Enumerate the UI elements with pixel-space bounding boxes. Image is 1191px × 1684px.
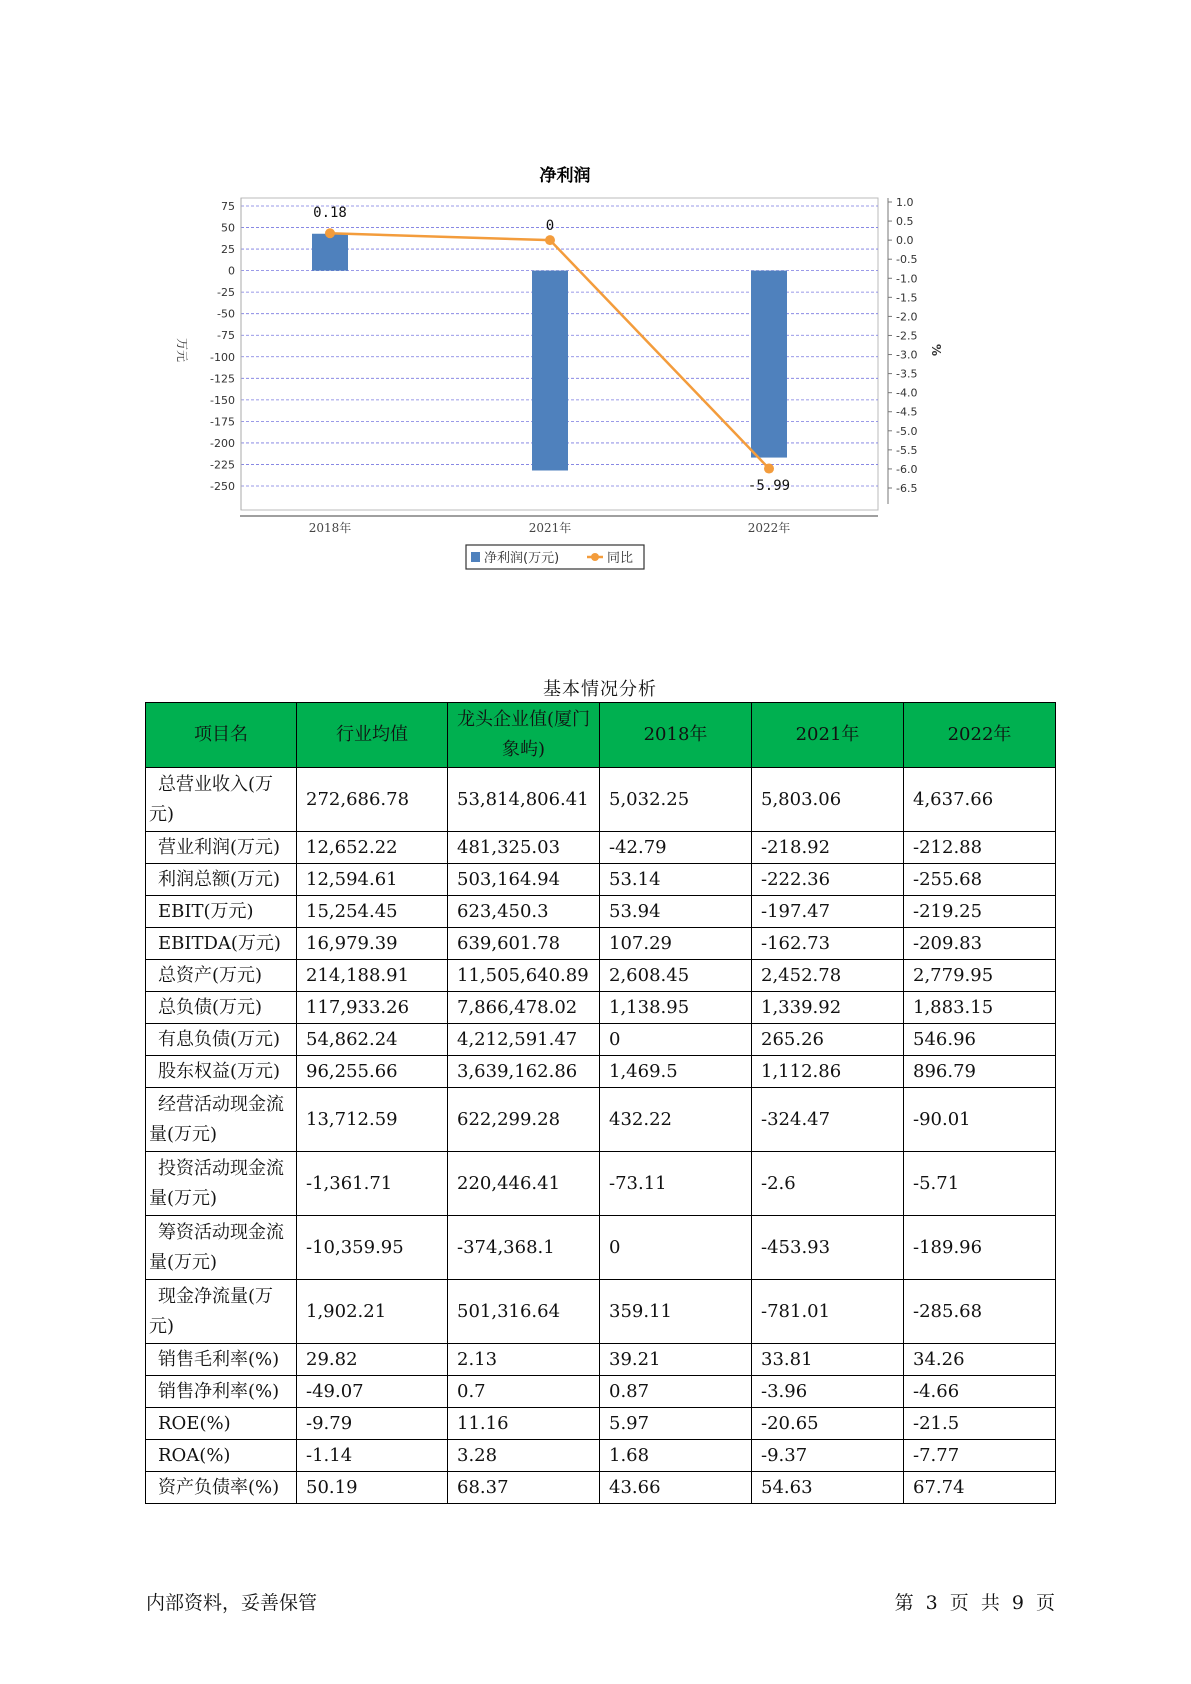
table-row — [146, 1472, 1056, 1504]
row-value-cell: -1.14 — [297, 1440, 448, 1472]
y-left-tick-label: -50 — [217, 307, 235, 321]
row-value-cell: 5,803.06 — [752, 768, 904, 832]
row-value-cell: -5.71 — [904, 1152, 1056, 1216]
row-value-cell: -1,361.71 — [297, 1152, 448, 1216]
y-right-tick-label: -6.0 — [896, 462, 918, 476]
row-value-cell: 2,452.78 — [752, 960, 904, 992]
row-value-cell: 1,469.5 — [600, 1056, 752, 1088]
footer-confidential-note: 内部资料，妥善保管 — [146, 1592, 318, 1614]
row-value-cell: 0 — [600, 1024, 752, 1056]
y-left-tick-label: 0 — [228, 264, 235, 278]
y-left-tick-label: -100 — [210, 350, 235, 364]
row-value-cell: 16,979.39 — [297, 928, 448, 960]
row-value-cell: 11,505,640.89 — [448, 960, 600, 992]
row-value-cell: 265.26 — [752, 1024, 904, 1056]
row-value-cell: -189.96 — [904, 1216, 1056, 1280]
row-value-cell: 53,814,806.41 — [448, 768, 600, 832]
y-left-tick-label: -175 — [210, 415, 235, 429]
footer-page-number: 第 3 页 共 9 页 — [894, 1592, 1055, 1614]
row-value-cell: 3,639,162.86 — [448, 1056, 600, 1088]
row-value-cell: 43.66 — [600, 1472, 752, 1504]
row-item-name: 总资产(万元) — [146, 960, 297, 992]
row-value-cell: 5,032.25 — [600, 768, 752, 832]
row-value-cell: 67.74 — [904, 1472, 1056, 1504]
row-value-cell: 0.87 — [600, 1376, 752, 1408]
row-item-name: 销售毛利率(%) — [146, 1344, 297, 1376]
legend-bar-swatch — [471, 552, 480, 562]
legend-line-label: 同比 — [607, 551, 634, 566]
row-value-cell: -21.5 — [904, 1408, 1056, 1440]
row-value-cell: 1,883.15 — [904, 992, 1056, 1024]
row-value-cell: -197.47 — [752, 896, 904, 928]
row-value-cell: 50.19 — [297, 1472, 448, 1504]
row-value-cell: -209.83 — [904, 928, 1056, 960]
row-value-cell: 501,316.64 — [448, 1280, 600, 1344]
row-value-cell: 12,594.61 — [297, 864, 448, 896]
row-item-name: ROA(%) — [146, 1440, 297, 1472]
row-value-cell: 7,866,478.02 — [448, 992, 600, 1024]
row-value-cell: 1,902.21 — [297, 1280, 448, 1344]
row-value-cell: -3.96 — [752, 1376, 904, 1408]
net-profit-bar — [532, 271, 568, 471]
y-left-tick-label: -150 — [210, 393, 235, 407]
row-value-cell: 214,188.91 — [297, 960, 448, 992]
row-item-name: 现金净流量(万元) — [146, 1280, 297, 1344]
table-row — [146, 1216, 1056, 1280]
row-value-cell: 54,862.24 — [297, 1024, 448, 1056]
legend-bar-label: 净利润(万元) — [484, 551, 560, 566]
y-right-tick-label: -5.0 — [896, 424, 918, 438]
row-value-cell: 359.11 — [600, 1280, 752, 1344]
table-row — [146, 1376, 1056, 1408]
row-value-cell: 1,339.92 — [752, 992, 904, 1024]
row-value-cell: 117,933.26 — [297, 992, 448, 1024]
header-leader-value: 龙头企业值(厦门象屿) — [448, 703, 600, 768]
y-right-tick-label: 0.5 — [896, 215, 914, 229]
table-row — [146, 1440, 1056, 1472]
row-value-cell: 503,164.94 — [448, 864, 600, 896]
header-2018: 2018年 — [600, 703, 752, 768]
row-value-cell: 272,686.78 — [297, 768, 448, 832]
row-value-cell: -42.79 — [600, 832, 752, 864]
y-right-tick-label: -0.5 — [896, 253, 918, 267]
row-value-cell: 0.7 — [448, 1376, 600, 1408]
row-value-cell: -218.92 — [752, 832, 904, 864]
y-right-tick-label: -3.0 — [896, 348, 918, 362]
row-value-cell: 4,637.66 — [904, 768, 1056, 832]
row-item-name: 投资活动现金流量(万元) — [146, 1152, 297, 1216]
row-value-cell: 2,779.95 — [904, 960, 1056, 992]
header-item-name: 项目名 — [146, 703, 297, 768]
row-value-cell: -9.79 — [297, 1408, 448, 1440]
row-value-cell: -2.6 — [752, 1152, 904, 1216]
table-row — [146, 1088, 1056, 1152]
row-value-cell: -255.68 — [904, 864, 1056, 896]
table-row — [146, 768, 1056, 832]
row-value-cell: -9.37 — [752, 1440, 904, 1472]
y-left-tick-label: -125 — [210, 372, 235, 386]
y-right-tick-label: -4.5 — [896, 405, 918, 419]
row-value-cell: 639,601.78 — [448, 928, 600, 960]
table-row — [146, 1056, 1056, 1088]
row-value-cell: 481,325.03 — [448, 832, 600, 864]
y-right-tick-label: -5.5 — [896, 443, 918, 457]
table-row — [146, 928, 1056, 960]
row-value-cell: 432.22 — [600, 1088, 752, 1152]
row-value-cell: 68.37 — [448, 1472, 600, 1504]
row-value-cell: -374,368.1 — [448, 1216, 600, 1280]
y-right-tick-label: -1.0 — [896, 272, 918, 286]
row-value-cell: -212.88 — [904, 832, 1056, 864]
row-value-cell: -453.93 — [752, 1216, 904, 1280]
row-item-name: 有息负债(万元) — [146, 1024, 297, 1056]
row-value-cell: -324.47 — [752, 1088, 904, 1152]
row-value-cell: 1,138.95 — [600, 992, 752, 1024]
yoy-data-label: 0.18 — [313, 205, 347, 221]
row-value-cell: 4,212,591.47 — [448, 1024, 600, 1056]
header-2021: 2021年 — [752, 703, 904, 768]
row-value-cell: -7.77 — [904, 1440, 1056, 1472]
table-row — [146, 896, 1056, 928]
row-value-cell: 12,652.22 — [297, 832, 448, 864]
table-row — [146, 1344, 1056, 1376]
row-value-cell: -73.11 — [600, 1152, 752, 1216]
y-right-tick-label: 1.0 — [896, 196, 914, 209]
table-row — [146, 832, 1056, 864]
row-value-cell: 5.97 — [600, 1408, 752, 1440]
row-value-cell: -90.01 — [904, 1088, 1056, 1152]
row-value-cell: 96,255.66 — [297, 1056, 448, 1088]
row-value-cell: 53.94 — [600, 896, 752, 928]
x-tick-label: 2018年 — [308, 521, 352, 535]
y-left-tick-label: -250 — [210, 480, 235, 493]
row-value-cell: 11.16 — [448, 1408, 600, 1440]
x-tick-label: 2022年 — [747, 521, 791, 535]
table-row — [146, 1152, 1056, 1216]
y-left-tick-label: 25 — [221, 243, 235, 257]
yoy-data-label: -5.99 — [747, 478, 791, 494]
row-value-cell: 15,254.45 — [297, 896, 448, 928]
row-value-cell: 546.96 — [904, 1024, 1056, 1056]
row-value-cell: -285.68 — [904, 1280, 1056, 1344]
table-title: 基本情况分析 — [543, 679, 657, 700]
chart-title: 净利润 — [539, 166, 591, 186]
row-item-name: 营业利润(万元) — [146, 832, 297, 864]
y-right-tick-label: -1.5 — [896, 291, 918, 305]
y-right-tick-label: -2.0 — [896, 310, 918, 324]
row-item-name: 股东权益(万元) — [146, 1056, 297, 1088]
net-profit-bar — [751, 271, 787, 458]
y-left-tick-label: 75 — [221, 200, 235, 213]
row-value-cell: -10,359.95 — [297, 1216, 448, 1280]
row-value-cell: -162.73 — [752, 928, 904, 960]
yoy-point — [325, 228, 335, 238]
row-value-cell: 34.26 — [904, 1344, 1056, 1376]
row-value-cell: 54.63 — [752, 1472, 904, 1504]
table-header-row — [146, 703, 1056, 768]
row-item-name: 总负债(万元) — [146, 992, 297, 1024]
yoy-point — [545, 235, 555, 245]
x-tick-label: 2021年 — [528, 521, 572, 535]
y-right-tick-label: -3.5 — [896, 367, 918, 381]
row-value-cell: 29.82 — [297, 1344, 448, 1376]
yoy-point — [764, 464, 774, 474]
row-value-cell: 220,446.41 — [448, 1152, 600, 1216]
y-right-tick-label: 0.0 — [896, 234, 914, 248]
row-item-name: 销售净利率(%) — [146, 1376, 297, 1408]
row-item-name: 资产负债率(%) — [146, 1472, 297, 1504]
y-left-tick-label: -75 — [217, 329, 235, 343]
row-value-cell: 1.68 — [600, 1440, 752, 1472]
row-value-cell: 39.21 — [600, 1344, 752, 1376]
row-item-name: 总营业收入(万元) — [146, 768, 297, 832]
row-value-cell: -4.66 — [904, 1376, 1056, 1408]
row-value-cell: 2.13 — [448, 1344, 600, 1376]
row-item-name: 经营活动现金流量(万元) — [146, 1088, 297, 1152]
net-profit-bar — [312, 234, 348, 271]
table-row — [146, 864, 1056, 896]
y-left-tick-label: -25 — [217, 286, 235, 300]
legend-line-marker — [591, 553, 599, 561]
net-profit-chart — [150, 160, 1050, 630]
header-2022: 2022年 — [904, 703, 1056, 768]
row-item-name: EBIT(万元) — [146, 896, 297, 928]
row-item-name: EBITDA(万元) — [146, 928, 297, 960]
table-row — [146, 960, 1056, 992]
row-item-name: ROE(%) — [146, 1408, 297, 1440]
row-value-cell: 896.79 — [904, 1056, 1056, 1088]
y-right-tick-label: -4.0 — [896, 386, 918, 400]
row-item-name: 利润总额(万元) — [146, 864, 297, 896]
y-right-tick-label: -6.5 — [896, 482, 918, 495]
header-industry-avg: 行业均值 — [297, 703, 448, 768]
row-value-cell: 13,712.59 — [297, 1088, 448, 1152]
y-right-tick-label: -2.5 — [896, 329, 918, 343]
row-value-cell: -222.36 — [752, 864, 904, 896]
table-row — [146, 1024, 1056, 1056]
row-value-cell: 53.14 — [600, 864, 752, 896]
row-value-cell: 2,608.45 — [600, 960, 752, 992]
table-row — [146, 1408, 1056, 1440]
row-value-cell: 0 — [600, 1216, 752, 1280]
row-value-cell: 33.81 — [752, 1344, 904, 1376]
row-value-cell: -781.01 — [752, 1280, 904, 1344]
y-left-tick-label: 50 — [221, 221, 235, 235]
row-value-cell: 1,112.86 — [752, 1056, 904, 1088]
row-value-cell: 622,299.28 — [448, 1088, 600, 1152]
row-value-cell: -219.25 — [904, 896, 1056, 928]
row-value-cell: 107.29 — [600, 928, 752, 960]
y-left-axis-label: 万元 — [175, 337, 189, 363]
basic-analysis-table — [145, 702, 1056, 1504]
table-row — [146, 1280, 1056, 1344]
row-value-cell: 623,450.3 — [448, 896, 600, 928]
y-left-tick-label: -200 — [210, 436, 235, 450]
yoy-data-label: 0 — [545, 218, 555, 234]
table-row — [146, 992, 1056, 1024]
y-right-axis-label: % — [929, 343, 943, 357]
row-item-name: 筹资活动现金流量(万元) — [146, 1216, 297, 1280]
row-value-cell: -20.65 — [752, 1408, 904, 1440]
row-value-cell: -49.07 — [297, 1376, 448, 1408]
row-value-cell: 3.28 — [448, 1440, 600, 1472]
y-left-tick-label: -225 — [210, 458, 235, 472]
